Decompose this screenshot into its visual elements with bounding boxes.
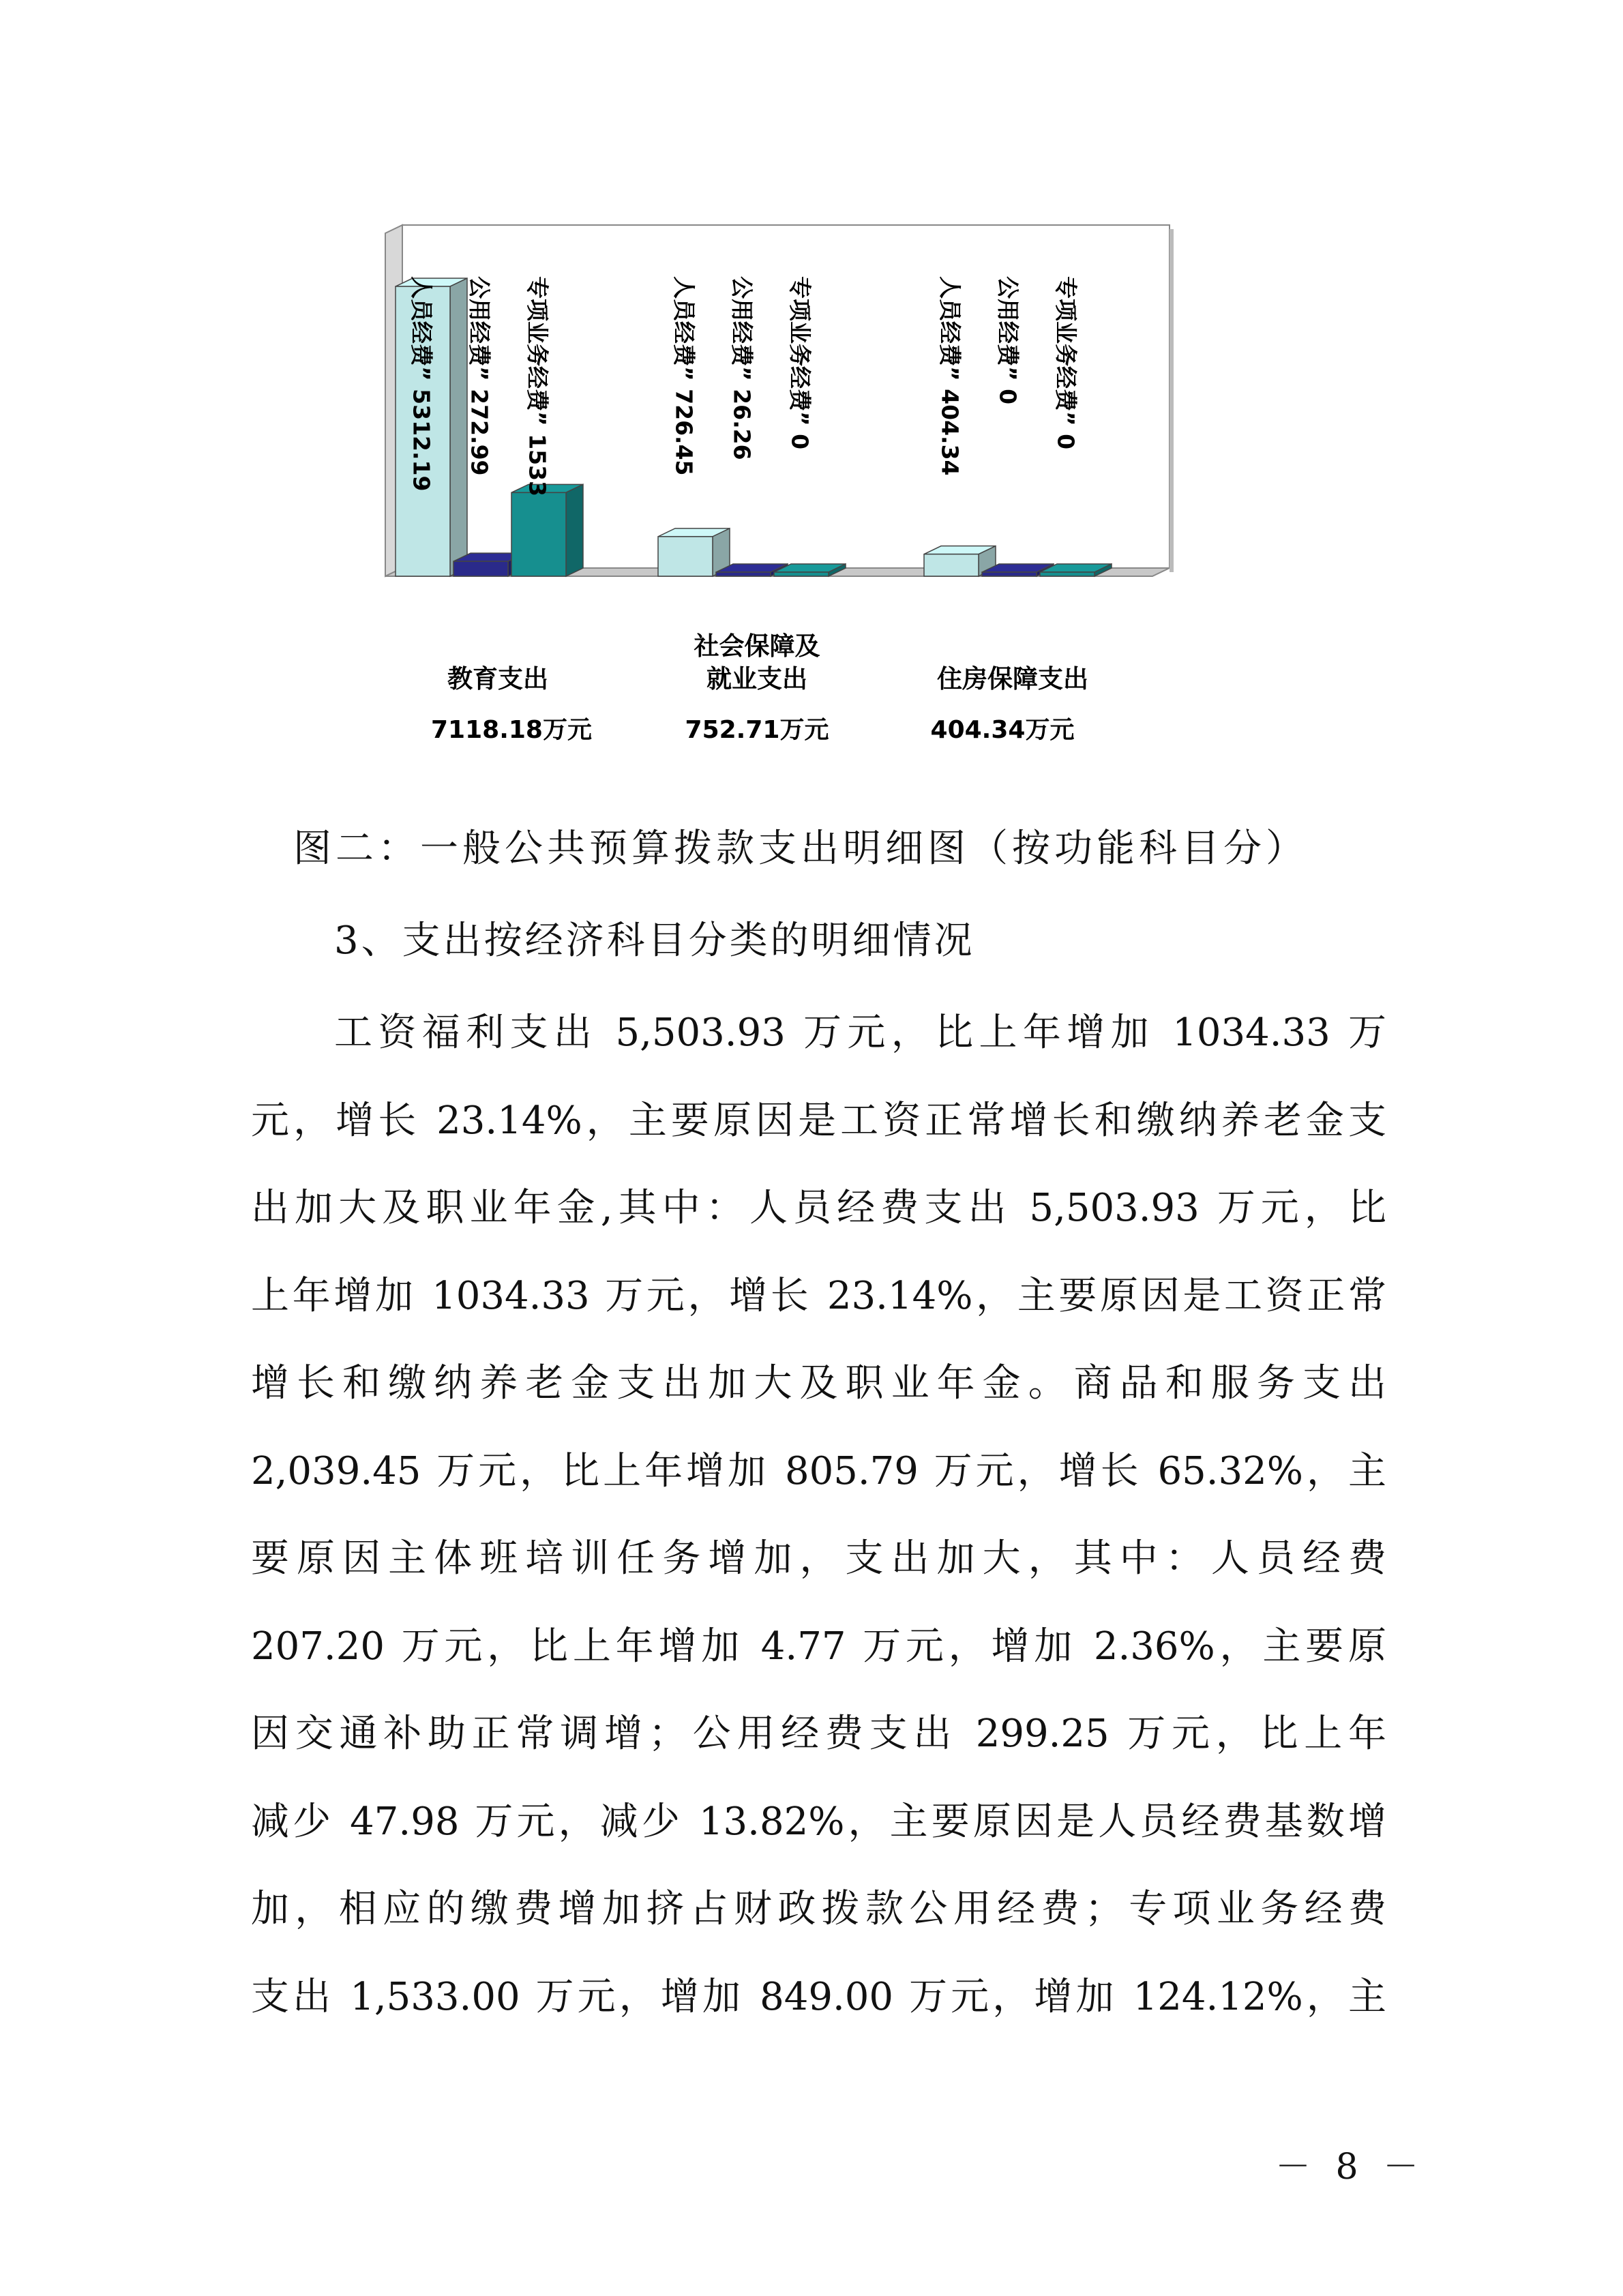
category-label-line1: 社会保障及	[694, 631, 820, 661]
body-line: 减少 47.98 万元，减少 13.82%，主要原因是人员经费基数增	[251, 1799, 1386, 1844]
bar-label: 公用经费” 0	[994, 276, 1022, 405]
bar-side	[450, 278, 467, 576]
body-line: 上年增加 1034.33 万元，增长 23.14%，主要原因是工资正常	[251, 1273, 1386, 1318]
bar	[982, 572, 1037, 576]
bar-label: 人员经费” 404.34	[936, 276, 964, 476]
category-label-line1: 教育支出	[447, 664, 548, 694]
bar-side	[566, 484, 583, 576]
bar	[511, 492, 566, 576]
category-label-education	[396, 663, 600, 696]
category-label-housing	[900, 663, 1125, 696]
category-total-housing: 404.34万元	[930, 716, 1075, 744]
bar	[924, 554, 979, 576]
function-expenditure-chart	[355, 205, 1200, 764]
body-line: 2,039.45 万元，比上年增加 805.79 万元，增长 65.32%，主	[251, 1448, 1386, 1493]
bar-label: 人员经费” 726.45	[670, 276, 698, 476]
bar	[1040, 572, 1095, 576]
bar-label: 人员经费” 5312.19	[408, 276, 435, 492]
category-total-education: 7118.18万元	[431, 716, 592, 744]
category-label-social-security	[648, 630, 866, 696]
body-line: 加，相应的缴费增加挤占财政拨款公用经费；专项业务经费	[251, 1887, 1386, 1931]
page-number: － 8 －	[1275, 2147, 1426, 2188]
bar-label: 专项业务经费” 0	[786, 276, 814, 450]
body-line: 支出 1,533.00 万元，增加 849.00 万元，增加 124.12%，主	[251, 1974, 1386, 2019]
chart-wall-shadow	[1170, 229, 1174, 572]
bar-label: 专项业务经费” 1533	[524, 276, 551, 497]
bar	[658, 537, 713, 576]
category-label-line2: 就业支出	[706, 664, 807, 694]
body-line: 因交通补助正常调增；公用经费支出 299.25 万元，比上年	[251, 1712, 1386, 1756]
figure-caption: 图二：一般公共预算拨款支出明细图（按功能科目分）	[293, 826, 1308, 871]
body-line: 要原因主体班培训任务增加，支出加大，其中：人员经费	[251, 1536, 1386, 1581]
body-line: 增长和缴纳养老金支出加大及职业年金。商品和服务支出	[251, 1361, 1386, 1405]
category-total-social-security: 752.71万元	[685, 716, 829, 744]
body-line: 元，增长 23.14%，主要原因是工资正常增长和缴纳养老金支	[251, 1098, 1386, 1143]
bar	[774, 572, 829, 576]
bar	[716, 572, 771, 576]
category-label-line1: 住房保障支出	[937, 664, 1088, 694]
bar-label: 公用经费” 26.26	[728, 276, 756, 460]
bar-label: 公用经费” 272.99	[466, 276, 493, 476]
section-heading: 3、支出按经济科目分类的明细情况	[334, 919, 975, 963]
body-line: 工资福利支出 5,503.93 万元，比上年增加 1034.33 万	[334, 1011, 1386, 1055]
bar	[453, 561, 508, 576]
bar-label: 专项业务经费” 0	[1052, 276, 1079, 450]
body-line: 出加大及职业年金,其中：人员经费支出 5,503.93 万元，比	[251, 1186, 1386, 1230]
body-line: 207.20 万元，比上年增加 4.77 万元，增加 2.36%，主要原	[251, 1624, 1386, 1669]
